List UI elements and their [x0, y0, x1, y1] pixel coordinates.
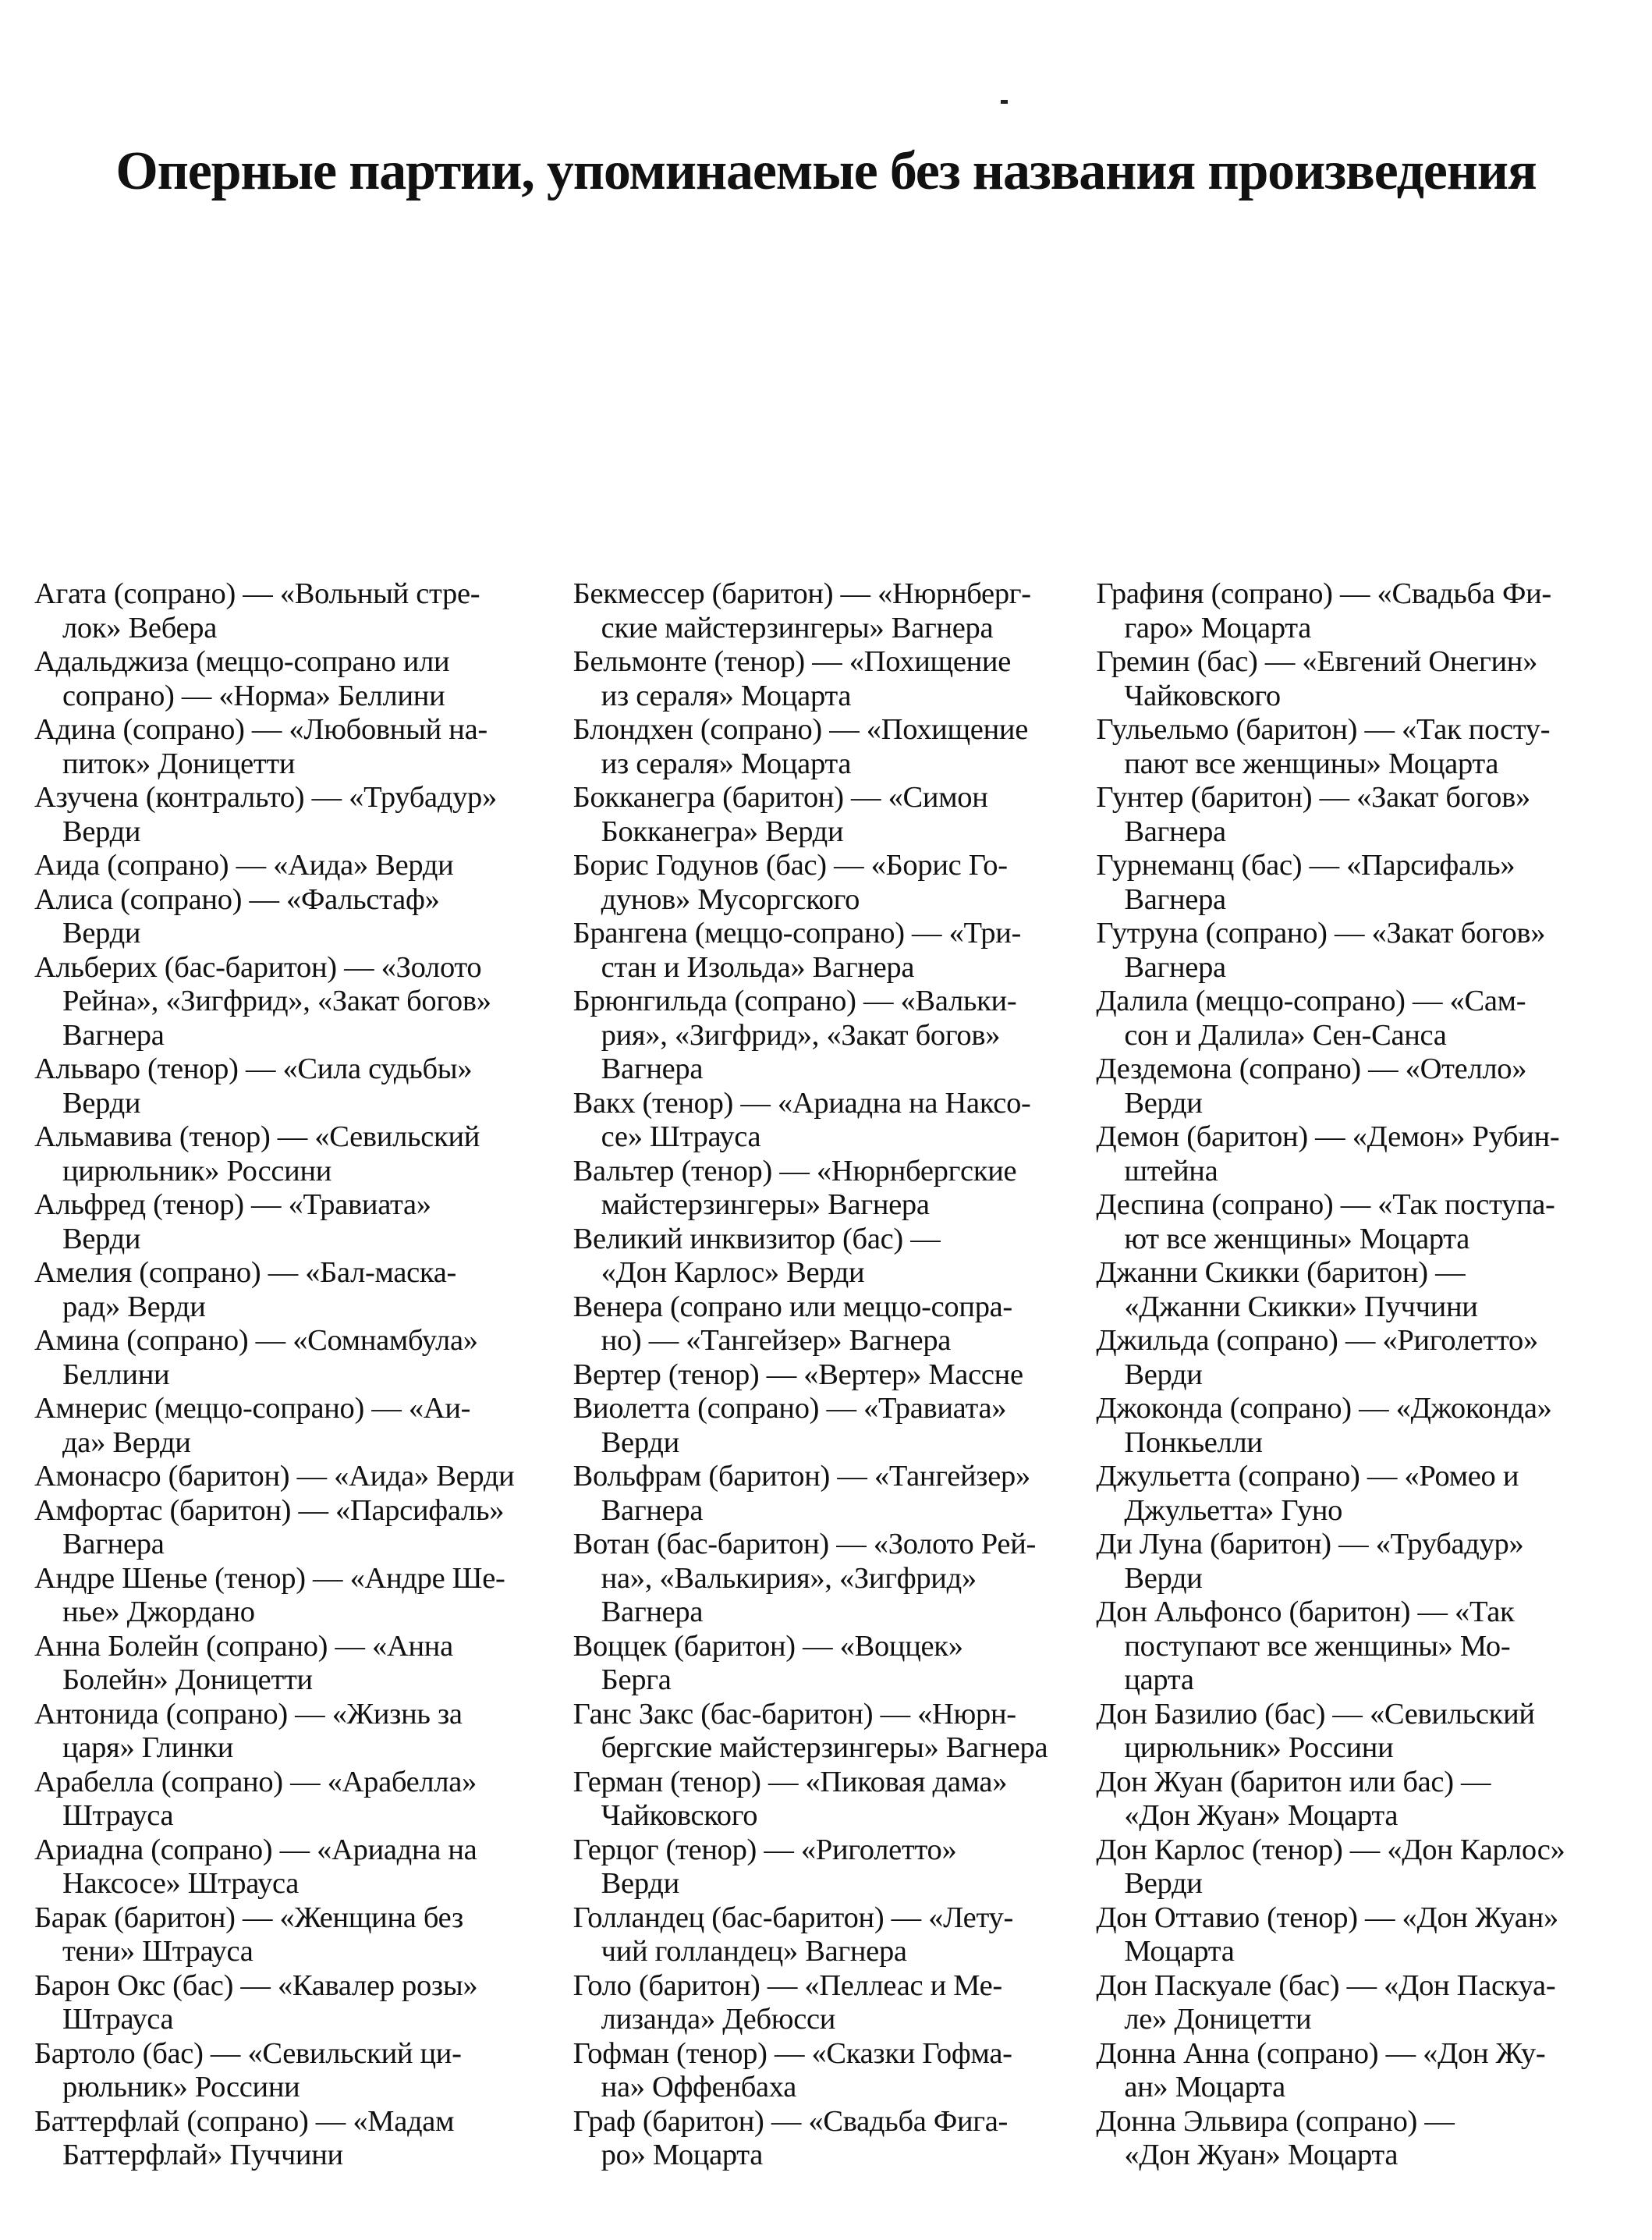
- entry: Альмавива (тенор) — «Севильский цирюльник» Россини: [34, 1120, 480, 1187]
- page-mark: [1001, 100, 1008, 104]
- entry: Вакх (тенор) — «Ариадна на Наксо- се» Штрауса: [573, 1086, 1031, 1153]
- entry: Гульельмо (баритон) — «Так посту- пают все женщины» Моцарта: [1096, 713, 1551, 780]
- entry: Голо (баритон) — «Пеллеас и Ме- лизанда» Дебюсси: [573, 1968, 1002, 2036]
- entry: Дон Альфонсо (баритон) — «Так поступают все женщины» Мо- царта: [1096, 1596, 1515, 1696]
- entry: Амина (сопрано) — «Сомнамбула» Беллини: [34, 1324, 478, 1391]
- entry: Барак (баритон) — «Женщина без тени» Штрауса: [34, 1901, 463, 1968]
- entry: Дездемона (сопрано) — «Отелло» Верди: [1096, 1053, 1527, 1120]
- entries-columns: [34, 577, 1625, 2173]
- entry: Донна Анна (сопрано) — «Дон Жу- ан» Моцарта: [1096, 2036, 1546, 2103]
- entry: Альфред (тенор) — «Травиата» Верди: [34, 1188, 431, 1255]
- entry: Донна Эльвира (сопрано) — «Дон Жуан» Моцарта: [1096, 2104, 1455, 2171]
- entry: Бельмонте (тенор) — «Похищение из сераля» Моцарта: [573, 645, 1012, 712]
- entry: Ди Луна (баритон) — «Трубадур» Верди: [1096, 1528, 1524, 1595]
- entry: Вальтер (тенор) — «Нюрнбергские майстерзингеры» Вагнера: [573, 1154, 1017, 1221]
- entry: Баттерфлай (сопрано) — «Мадам Баттерфлай» Пуччини: [34, 2104, 455, 2171]
- entry: Джульетта (сопрано) — «Ромео и Джульетта» Гуно: [1096, 1460, 1519, 1527]
- entry: Амелия (сопрано) — «Бал-маска- рад» Верди: [34, 1256, 457, 1323]
- entry: Арабелла (сопрано) — «Арабелла» Штрауса: [34, 1765, 477, 1832]
- entry: Венера (сопрано или меццо-сопра- но) — «Тангейзер» Вагнера: [573, 1290, 1012, 1357]
- entry: Графиня (сопрано) — «Свадьба Фи- гаро» Моцарта: [1096, 577, 1551, 644]
- entry: Алиса (сопрано) — «Фальстаф» Верди: [34, 882, 440, 950]
- entry: Воццек (баритон) — «Воццек» Берга: [573, 1629, 963, 1696]
- entry: Гурнеманц (бас) — «Парсифаль» Вагнера: [1096, 849, 1516, 916]
- entry: Гремин (бас) — «Евгений Онегин» Чайковского: [1096, 645, 1538, 712]
- entry: Герман (тенор) — «Пиковая дама» Чайковского: [573, 1765, 1008, 1832]
- entry: Вертер (тенор) — «Вертер» Массне: [573, 1358, 1023, 1391]
- entry: Адина (сопрано) — «Любовный на- питок» Доницетти: [34, 713, 487, 780]
- entry: Дон Базилио (бас) — «Севильский цирюльник» Россини: [1096, 1697, 1535, 1764]
- entry: Агата (сопрано) — «Вольный стре- лок» Вебера: [34, 577, 480, 644]
- entry: Виолетта (сопрано) — «Травиата» Верди: [573, 1392, 1007, 1459]
- entry: Амнерис (меццо-сопрано) — «Аи- да» Верди: [34, 1392, 471, 1459]
- entry: Бартоло (бас) — «Севильский ци- рюльник» Россини: [34, 2036, 462, 2103]
- entry: Антонида (сопрано) — «Жизнь за царя» Глинки: [34, 1697, 463, 1764]
- entry: Дон Оттавио (тенор) — «Дон Жуан» Моцарта: [1096, 1901, 1558, 1968]
- entry: Амонасро (баритон) — «Аида» Верди: [34, 1460, 515, 1493]
- column-1: [34, 577, 564, 2173]
- entry: Гунтер (баритон) — «Закат богов» Вагнера: [1096, 781, 1530, 848]
- entry: Азучена (контральто) — «Трубадур» Верди: [34, 781, 497, 848]
- entry: Бекмессер (баритон) — «Нюрнберг- ские майстерзингеры» Вагнера: [573, 577, 1031, 644]
- entry: Дон Жуан (баритон или бас) — «Дон Жуан» Моцарта: [1096, 1765, 1491, 1832]
- entry: Альваро (тенор) — «Сила судьбы» Верди: [34, 1053, 473, 1120]
- entry: Блондхен (сопрано) — «Похищение из сераля» Моцарта: [573, 713, 1028, 780]
- entry: Далила (меццо-сопрано) — «Сам- сон и Далила» Сен-Санса: [1096, 985, 1526, 1052]
- entry: Ариадна (сопрано) — «Ариадна на Наксосе» Штрауса: [34, 1833, 477, 1900]
- entry: Вольфрам (баритон) — «Тангейзер» Вагнера: [573, 1460, 1030, 1527]
- entry: Брангена (меццо-сопрано) — «Три- стан и Изольда» Вагнера: [573, 917, 1022, 984]
- entry: Гофман (тенор) — «Сказки Гофма- на» Оффенбаха: [573, 2036, 1012, 2103]
- entry: Джоконда (сопрано) — «Джоконда» Понкьелли: [1096, 1392, 1552, 1459]
- entry: Ганс Закс (бас-баритон) — «Нюрн- бергские майстерзингеры» Вагнера: [573, 1697, 1048, 1764]
- entry: Джанни Скикки (баритон) — «Джанни Скикки» Пуччини: [1096, 1256, 1478, 1323]
- entry: Голландец (бас-баритон) — «Лету- чий голландец» Вагнера: [573, 1901, 1013, 1968]
- entry: Великий инквизитор (бас) — «Дон Карлос» Верди: [573, 1222, 941, 1289]
- entry: Бокканегра (баритон) — «Симон Бокканегра» Верди: [573, 781, 988, 848]
- entry: Аида (сопрано) — «Аида» Верди: [34, 849, 454, 882]
- entry: Деспина (сопрано) — «Так поступа- ют все женщины» Моцарта: [1096, 1188, 1555, 1255]
- entry: Граф (баритон) — «Свадьба Фига- ро» Моцарта: [573, 2104, 1009, 2171]
- entry: Барон Окс (бас) — «Кавалер розы» Штрауса: [34, 1968, 478, 2036]
- entry: Борис Годунов (бас) — «Борис Го- дунов» Мусоргского: [573, 849, 1008, 916]
- page-title: Оперные партии, упоминаемые без названия произведения: [115, 140, 1537, 201]
- entry: Альберих (бас-баритон) — «Золото Рейна», «Зигфрид», «Закат богов» Вагнера: [34, 950, 491, 1052]
- column-2: [573, 577, 1103, 2173]
- entry: Дон Паскуале (бас) — «Дон Паскуа- ле» Доницетти: [1096, 1968, 1556, 2036]
- entry: Брюнгильда (сопрано) — «Вальки- рия», «Зигфрид», «Закат богов» Вагнера: [573, 985, 1017, 1085]
- entry: Амфортас (баритон) — «Парсифаль» Вагнера: [34, 1493, 505, 1560]
- entry: Андре Шенье (тенор) — «Андре Ше- нье» Джордано: [34, 1561, 505, 1628]
- entry: Гутруна (сопрано) — «Закат богов» Вагнера: [1096, 917, 1546, 984]
- entry: Герцог (тенор) — «Риголетто» Верди: [573, 1833, 957, 1900]
- entry: Адальджиза (меццо-сопрано или сопрано) — «Норма» Беллини: [34, 645, 450, 712]
- entry: Демон (баритон) — «Демон» Рубин- штейна: [1096, 1120, 1560, 1187]
- entry: Дон Карлос (тенор) — «Дон Карлос» Верди: [1096, 1833, 1565, 1900]
- column-3: [1096, 577, 1625, 2173]
- entry: Вотан (бас-баритон) — «Золото Рей- на», «Валькирия», «Зигфрид» Вагнера: [573, 1528, 1037, 1628]
- entry: Джильда (сопрано) — «Риголетто» Верди: [1096, 1324, 1538, 1391]
- entry: Анна Болейн (сопрано) — «Анна Болейн» Доницетти: [34, 1629, 453, 1696]
